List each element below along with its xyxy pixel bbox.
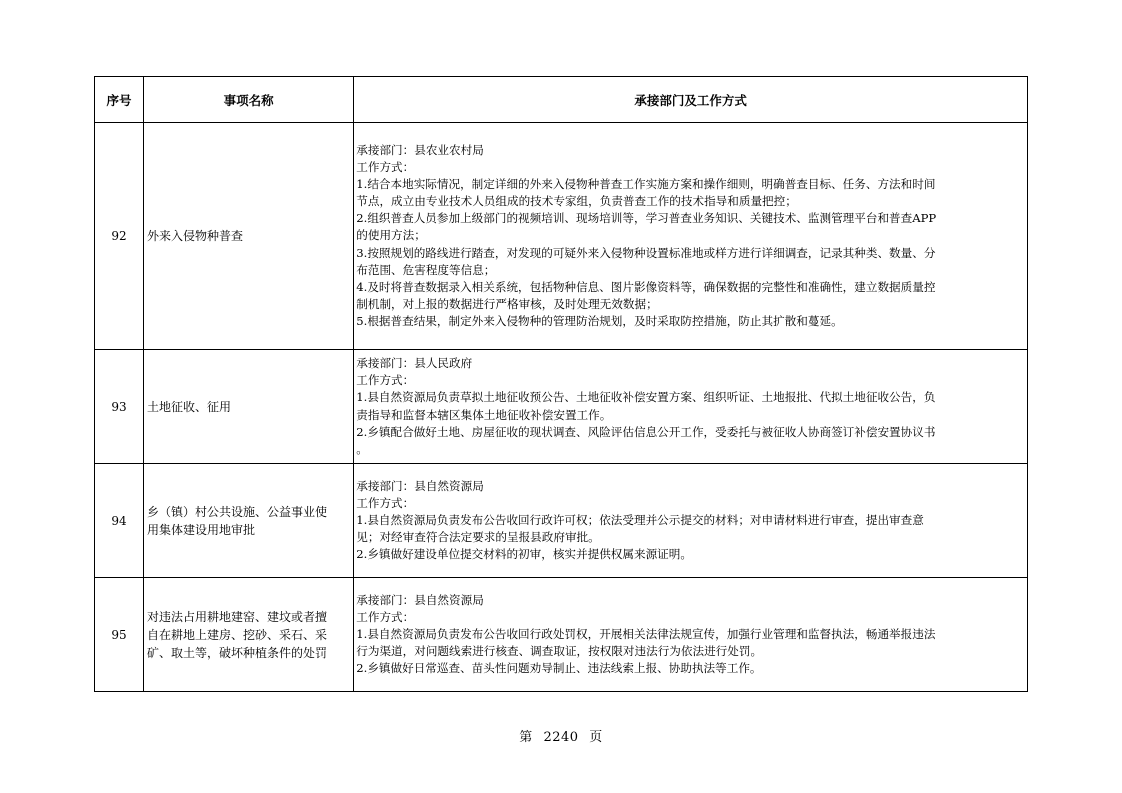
department-method	[354, 464, 1028, 578]
dept-line: 2.乡镇做好建设单位提交材料的初审，核实并提供权属来源证明。	[356, 547, 692, 562]
matters-table	[94, 76, 1028, 692]
dept-line: 1.县自然资源局负责草拟土地征收预公告、土地征收补偿安置方案、组织听证、土地报批、代拟土地征收公告，负	[356, 390, 936, 405]
item-name-line: 外来入侵物种普查	[147, 229, 244, 243]
dept-line: 承接部门：县人民政府	[356, 356, 473, 371]
dept-line: 承接部门：县农业农村局	[356, 142, 484, 157]
table-row	[95, 350, 1028, 464]
dept-line: 2.乡镇做好日常巡查、苗头性问题劝导制止、违法线索上报、协助执法等工作。	[356, 661, 762, 676]
table-header-row	[95, 77, 1028, 123]
department-method	[354, 123, 1028, 350]
item-name	[144, 350, 354, 464]
item-name-line: 乡（镇）村公共设施、公益事业使	[147, 504, 328, 519]
row-number: 92	[95, 123, 144, 350]
dept-line: 工作方式：	[356, 373, 415, 388]
table-row	[95, 123, 1028, 350]
row-number: 95	[95, 578, 144, 692]
dept-line: 5.根据普查结果，制定外来入侵物种的管理防治规划，及时采取防控措施，防止其扩散和蔓延。	[356, 313, 843, 328]
page-suffix: 页	[589, 730, 603, 745]
dept-line: 节点，成立由专业技术人员组成的技术专家组，负责普查工作的技术指导和质量把控；	[356, 194, 797, 209]
dept-line: 工作方式：	[356, 495, 415, 510]
dept-line: 工作方式：	[356, 609, 415, 624]
table-row	[95, 464, 1028, 578]
dept-line: 3.按照规划的路线进行踏查，对发现的可疑外来入侵物种设置标准地或样方进行详细调查，记录其种类、数量、分	[356, 245, 936, 260]
item-name	[144, 578, 354, 692]
dept-line: 1.结合本地实际情况，制定详细的外来入侵物种普查工作实施方案和操作细则，明确普查目标、任务、方法和时间	[356, 177, 936, 192]
page-footer	[0, 726, 1122, 745]
header-serial-number: 序号	[95, 77, 144, 123]
dept-line: 1.县自然资源局负责发布公告收回行政处罚权，开展相关法律法规宣传，加强行业管理和监督执法，畅通举报违法	[356, 626, 936, 641]
dept-line: 2.组织普查人员参加上级部门的视频培训、现场培训等，学习普查业务知识、关键技术、监测管理平台和普查APP	[356, 211, 937, 226]
dept-line: 布范围、危害程度等信息；	[356, 262, 496, 277]
item-name-line: 矿、取土等，破坏种植条件的处罚	[147, 645, 328, 660]
row-number: 93	[95, 350, 144, 464]
dept-line: 行为渠道，对问题线索进行核查、调查取证，按权限对违法行为依法进行处罚。	[356, 644, 763, 659]
dept-line: 制机制，对上报的数据进行严格审核，及时处理无效数据；	[356, 296, 658, 311]
dept-line: 承接部门：县自然资源局	[356, 478, 484, 493]
dept-line: 。	[356, 441, 368, 456]
dept-line: 承接部门：县自然资源局	[356, 592, 484, 607]
row-number: 94	[95, 464, 144, 578]
dept-line: 见；对经审查符合法定要求的呈报县政府审批。	[356, 530, 600, 545]
department-method	[354, 578, 1028, 692]
dept-line: 工作方式：	[356, 160, 415, 175]
header-department-method: 承接部门及工作方式	[354, 77, 1028, 123]
department-method	[354, 350, 1028, 464]
item-name-line: 自在耕地上建房、挖砂、采石、采	[147, 627, 328, 642]
page-prefix: 第	[519, 730, 533, 745]
item-name-line: 用集体建设用地审批	[147, 522, 256, 537]
item-name	[144, 123, 354, 350]
item-name	[144, 464, 354, 578]
header-item-name: 事项名称	[144, 77, 354, 123]
dept-line: 2.乡镇配合做好土地、房屋征收的现状调查、风险评估信息公开工作，受委托与被征收人协商签订补偿安置协议书	[356, 424, 936, 439]
page-number: 2240	[543, 730, 579, 745]
dept-line: 的使用方法；	[356, 228, 426, 243]
item-name-line: 对违法占用耕地建窑、建坟或者擅	[147, 609, 328, 624]
dept-line: 1.县自然资源局负责发布公告收回行政许可权；依法受理并公示提交的材料；对申请材料进行审查，提出审查意	[356, 512, 924, 527]
dept-line: 责指导和监督本辖区集体土地征收补偿安置工作。	[356, 407, 612, 422]
table-row	[95, 578, 1028, 692]
item-name-line: 土地征收、征用	[147, 399, 232, 414]
dept-line: 4.及时将普查数据录入相关系统，包括物种信息、图片影像资料等，确保数据的完整性和准确性，建立数据质量控	[356, 279, 936, 294]
